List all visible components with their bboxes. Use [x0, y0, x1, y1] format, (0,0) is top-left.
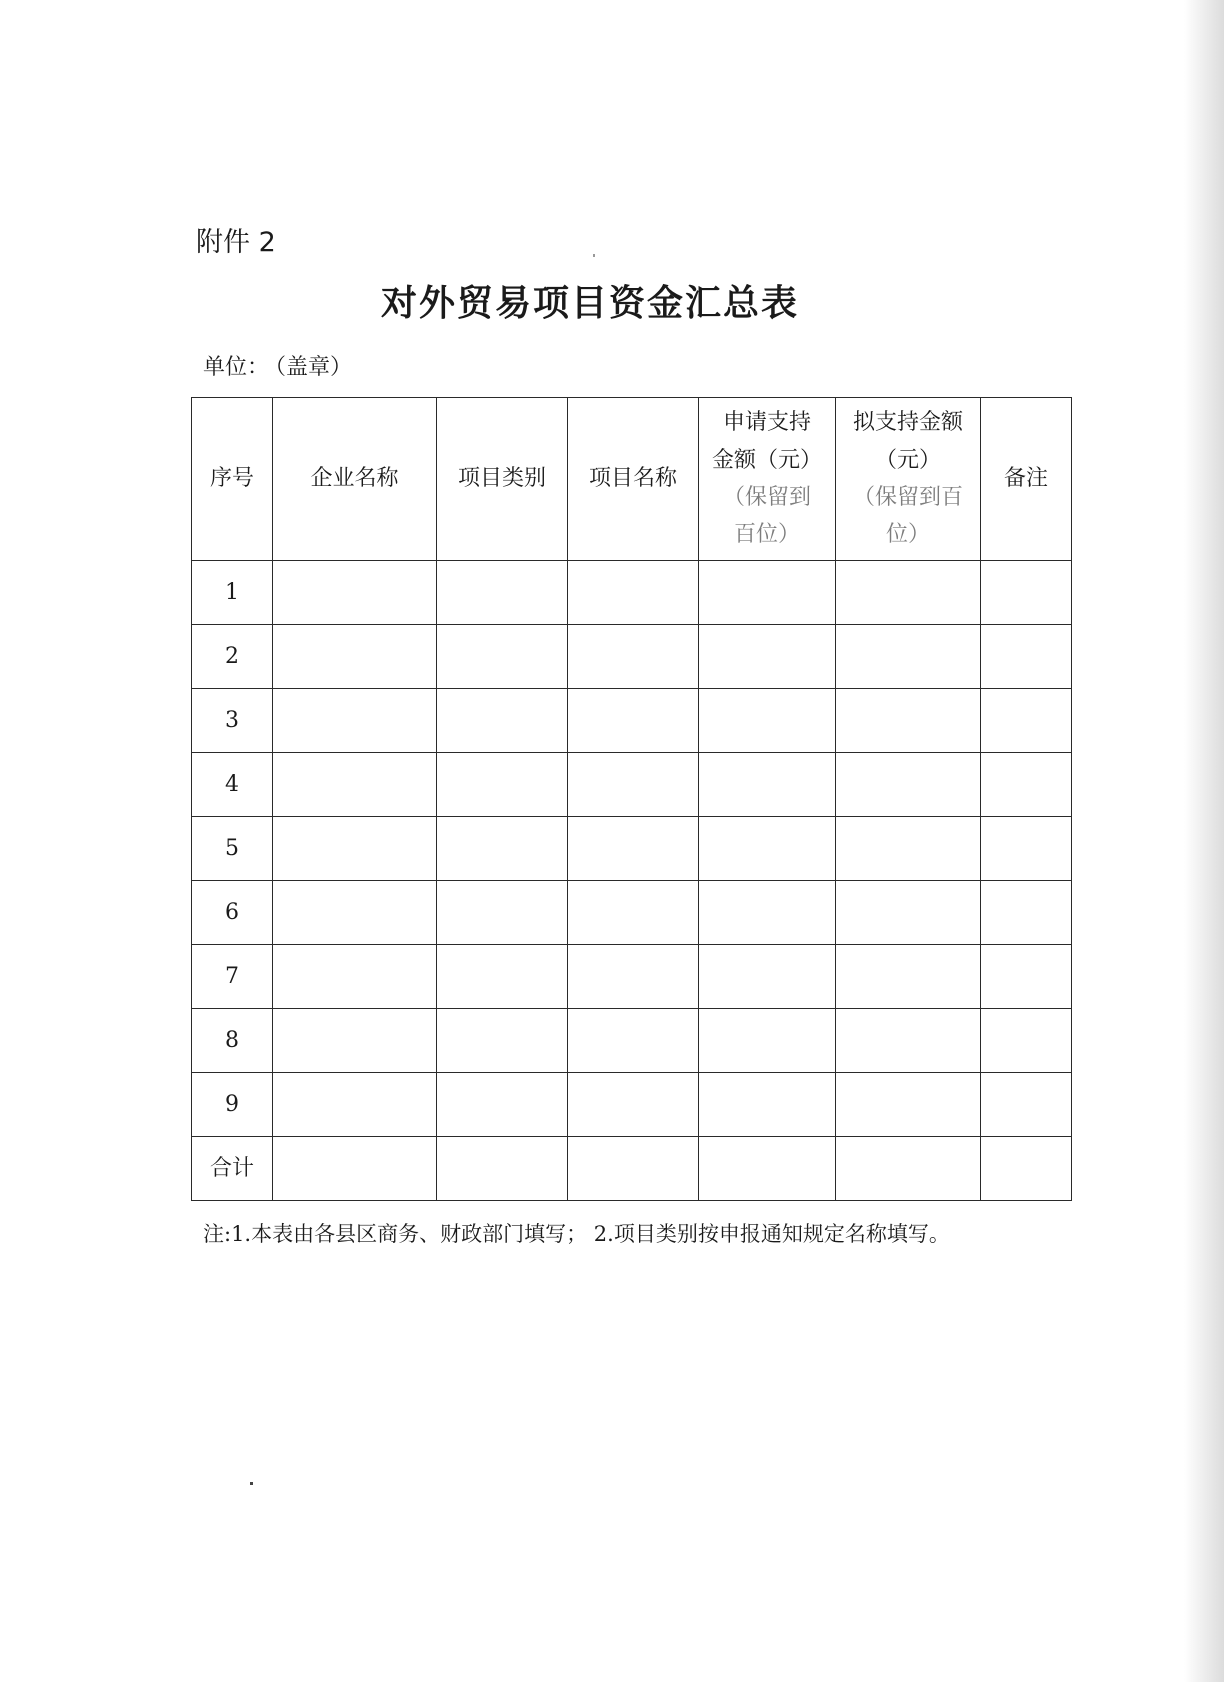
header-apply-note2: 百位） [733, 522, 800, 548]
cell-remark [981, 817, 1072, 881]
unit-label: 单位： [203, 355, 270, 380]
cell-proposed-amount [836, 625, 981, 689]
table-row [192, 625, 1072, 689]
cell-apply-amount [699, 625, 836, 689]
cell-company [273, 1073, 437, 1137]
cell-company [273, 945, 437, 1009]
scan-speck [250, 1482, 253, 1485]
table-total-row [192, 1137, 1072, 1201]
unit-line [203, 350, 358, 381]
header-proposed-line1: 拟支持金额 [852, 410, 963, 436]
summary-table [191, 397, 1072, 1201]
cell-proposed-amount [836, 1009, 981, 1073]
unit-value: （盖章） [275, 355, 353, 380]
header-apply-line2: 金额（元） [711, 447, 822, 473]
cell-project [568, 881, 699, 945]
header-seq: 序号 [192, 398, 273, 561]
row-total-label: 合计 [192, 1137, 273, 1201]
cell-apply-amount [699, 945, 836, 1009]
table-row [192, 561, 1072, 625]
cell-remark [981, 561, 1072, 625]
cell-project [568, 945, 699, 1009]
cell-category [437, 1009, 568, 1073]
cell-project [568, 625, 699, 689]
table-row [192, 817, 1072, 881]
cell-project [568, 817, 699, 881]
cell-company [273, 1009, 437, 1073]
header-category: 项目类别 [437, 398, 568, 561]
cell-company [273, 689, 437, 753]
footnote: 注:1.本表由各县区商务、财政部门填写； 2.项目类别按申报通知规定名称填写。 [203, 1222, 950, 1246]
row-seq: 4 [192, 753, 273, 817]
cell-company [273, 753, 437, 817]
cell-project [568, 1073, 699, 1137]
table-row [192, 689, 1072, 753]
cell-project [568, 753, 699, 817]
scan-speck [593, 254, 595, 257]
table-row [192, 881, 1072, 945]
cell-apply-amount [699, 1137, 836, 1201]
cell-proposed-amount [836, 689, 981, 753]
row-seq: 1 [192, 561, 273, 625]
cell-apply-amount [699, 1073, 836, 1137]
page-edge-shadow [1184, 0, 1224, 1682]
cell-apply-amount [699, 689, 836, 753]
cell-proposed-amount [836, 1073, 981, 1137]
row-seq: 7 [192, 945, 273, 1009]
cell-category [437, 1073, 568, 1137]
header-remark: 备注 [981, 398, 1072, 561]
cell-remark [981, 1009, 1072, 1073]
cell-proposed-amount [836, 561, 981, 625]
cell-project [568, 689, 699, 753]
cell-category [437, 817, 568, 881]
header-proposed-note1: （保留到百 [852, 485, 963, 510]
cell-company [273, 817, 437, 881]
cell-remark [981, 689, 1072, 753]
header-apply-note1: （保留到 [722, 485, 811, 510]
cell-apply-amount [699, 753, 836, 817]
header-proposed-amount [836, 398, 981, 561]
cell-category [437, 561, 568, 625]
cell-company [273, 881, 437, 945]
row-seq: 2 [192, 625, 273, 689]
row-seq: 3 [192, 689, 273, 753]
header-company: 企业名称 [273, 398, 437, 561]
cell-proposed-amount [836, 817, 981, 881]
row-seq: 9 [192, 1073, 273, 1137]
attachment-label: 附件 2 [196, 227, 276, 258]
header-proposed-note2: 位） [885, 522, 930, 548]
cell-proposed-amount [836, 945, 981, 1009]
header-project: 项目名称 [568, 398, 699, 561]
cell-category [437, 753, 568, 817]
table-row [192, 945, 1072, 1009]
row-seq: 6 [192, 881, 273, 945]
cell-category [437, 625, 568, 689]
cell-category [437, 1137, 568, 1201]
table-row [192, 1009, 1072, 1073]
cell-apply-amount [699, 561, 836, 625]
cell-category [437, 881, 568, 945]
cell-apply-amount [699, 817, 836, 881]
table-header-row [192, 398, 1072, 561]
cell-apply-amount [699, 881, 836, 945]
cell-remark [981, 625, 1072, 689]
cell-proposed-amount [836, 753, 981, 817]
cell-project [568, 1137, 699, 1201]
cell-remark [981, 1073, 1072, 1137]
cell-remark [981, 881, 1072, 945]
cell-category [437, 689, 568, 753]
cell-project [568, 1009, 699, 1073]
cell-company [273, 625, 437, 689]
table-row [192, 1073, 1072, 1137]
cell-project [568, 561, 699, 625]
cell-proposed-amount [836, 1137, 981, 1201]
cell-company [273, 1137, 437, 1201]
cell-proposed-amount [836, 881, 981, 945]
header-apply-amount [699, 398, 836, 561]
cell-remark [981, 945, 1072, 1009]
document-title: 对外贸易项目资金汇总表 [380, 282, 799, 324]
cell-category [437, 945, 568, 1009]
cell-remark [981, 753, 1072, 817]
row-seq: 8 [192, 1009, 273, 1073]
cell-company [273, 561, 437, 625]
cell-apply-amount [699, 1009, 836, 1073]
row-seq: 5 [192, 817, 273, 881]
table-row [192, 753, 1072, 817]
header-proposed-line2: （元） [874, 447, 941, 473]
cell-remark [981, 1137, 1072, 1201]
header-apply-line1: 申请支持 [722, 410, 811, 436]
